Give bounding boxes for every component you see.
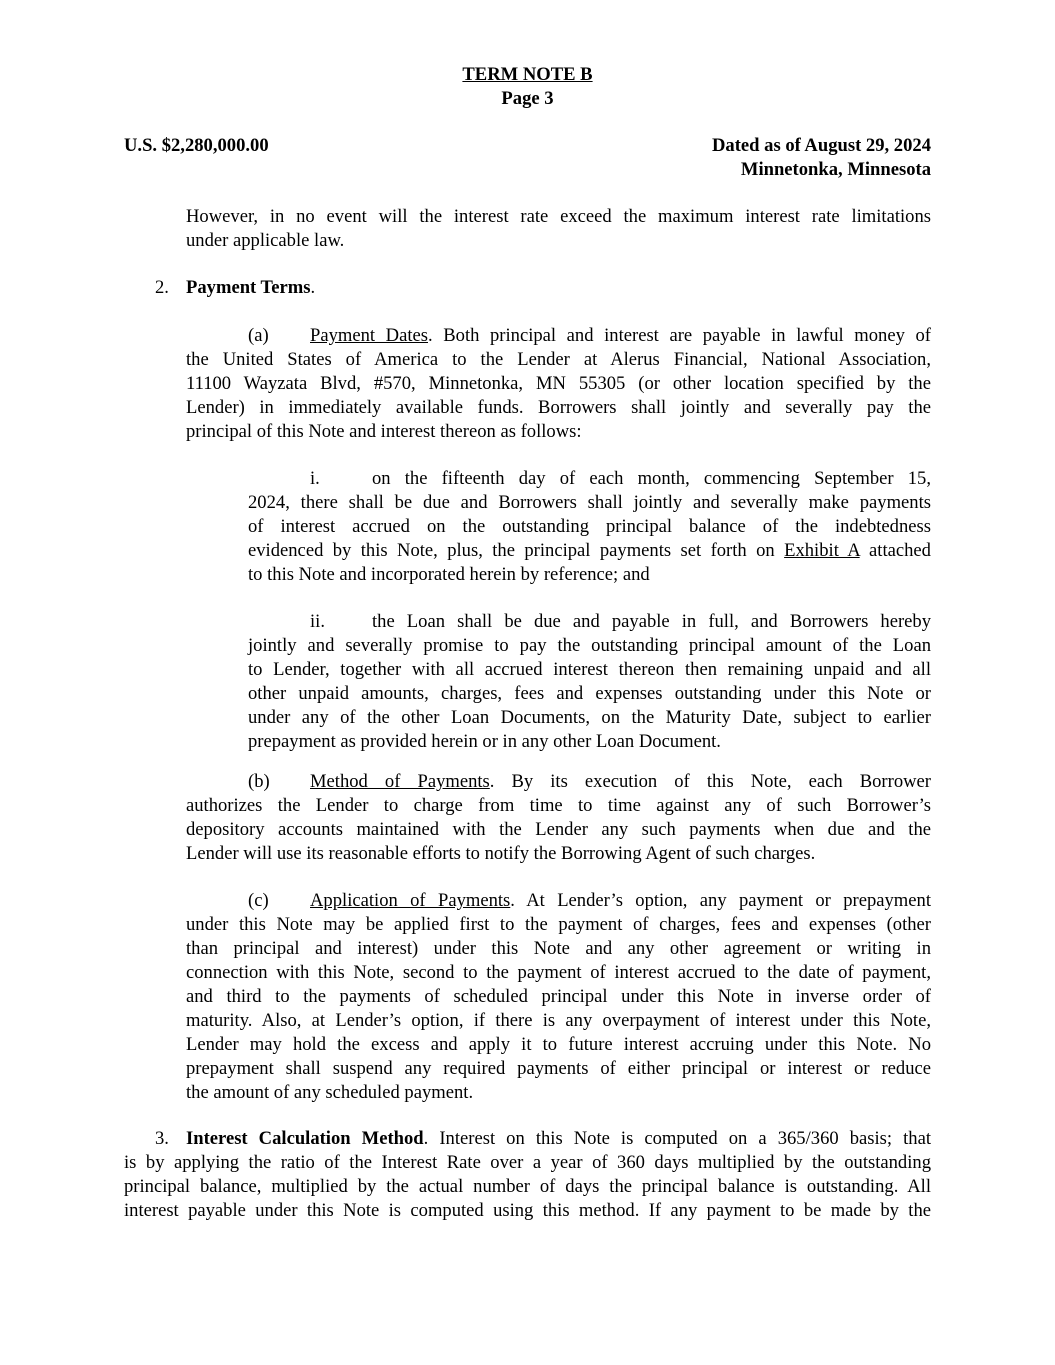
text-line [248,682,931,706]
text-line [186,937,931,961]
text-line [248,610,931,634]
underlined-heading: Application of Payments [310,890,511,911]
text-segment: the amount of any scheduled payment. [186,1082,474,1103]
text-line [186,420,931,444]
text-segment: on the fifteenth day of each month, commencing September 15, [372,468,931,489]
text-segment: Lender will use its reasonable efforts to notify the Borrowing Agent of such charges. [186,843,816,864]
text-segment: depository accounts maintained with the Lender any such payments when due and the [186,819,931,840]
text-segment: under applicable law. [186,230,345,251]
text-segment: principal of this Note and interest thereon as follows: [186,421,582,442]
text-segment: . [310,277,316,298]
text-segment: . At Lender’s option, any payment or prepayment [510,890,931,911]
bold-heading: Interest Calculation Method [186,1128,424,1149]
paragraph-label: i. [310,468,320,489]
bold-heading: Payment Terms [186,277,311,298]
text-segment: . By its execution of this Note, each Borrower [489,771,931,792]
text-line [248,634,931,658]
text-segment: jointly and severally promise to pay the outstanding principal amount of the Loan [248,635,931,656]
text-line [124,1199,931,1223]
text-line [124,1175,931,1199]
text-line [186,229,931,253]
paragraph-label: ii. [310,611,325,632]
text-line [248,706,931,730]
text-segment: the Loan shall be due and payable in full, and Borrowers hereby [372,611,931,632]
text-segment: to Lender, together with all accrued interest thereon then remaining unpaid and all [248,659,931,680]
text-line [248,658,931,682]
paragraph-label: (a) [248,325,269,346]
clause-a-payment-dates [186,324,931,444]
text-line [186,985,931,1009]
text-line [186,396,931,420]
underlined-heading: Method of Payments [310,771,490,792]
text-line [186,1033,931,1057]
text-line [186,961,931,985]
paragraph-label: 3. [155,1128,169,1149]
text-line [248,563,931,587]
text-segment: under this Note may be applied first to the payment of charges, fees and expenses (other [186,914,931,935]
text-line [186,348,931,372]
underlined-heading: Exhibit A [784,540,860,561]
text-line [186,372,931,396]
text-line [248,730,931,754]
text-segment: attached [859,540,931,561]
dated-line: Dated as of August 29, 2024 [711,135,931,156]
text-segment: principal balance, multiplied by the actual number of days the principal balance is outstanding. All [124,1176,931,1197]
text-segment: of interest accrued on the outstanding principal balance of the indebtedness [248,516,931,537]
text-line [186,842,931,866]
text-line [186,1009,931,1033]
note-amount: U.S. $2,280,000.00 [124,135,269,156]
text-line [186,205,931,229]
text-segment: connection with this Note, second to the payment of interest accrued to the date of payment, [186,962,931,983]
text-line [186,889,931,913]
text-line [186,770,931,794]
paragraph-label: 2. [155,277,169,298]
paragraph-label: (b) [248,771,270,792]
page-number: Page 3 [501,88,554,109]
location-line: Minnetonka, Minnesota [740,159,931,180]
text-segment: . Interest on this Note is computed on a 365/360 basis; that [423,1128,932,1149]
section-3-interest-calculation [124,1127,931,1223]
text-segment: to this Note and incorporated herein by reference; and [248,564,650,585]
text-line [186,1057,931,1081]
text-line [248,539,931,563]
text-line [186,1081,931,1105]
underlined-heading: Payment Dates [310,325,428,346]
text-segment: . Both principal and interest are payable in lawful money of [428,325,931,346]
text-segment: than principal and interest) under this Note and any other agreement or writing in [186,938,931,959]
text-segment: maturity. Also, at Lender’s option, if there is any overpayment of interest under this Note, [186,1010,931,1031]
text-segment: Lender) in immediately available funds. Borrowers shall jointly and severally pay the [186,397,931,418]
text-segment: interest payable under this Note is computed using this method. If any payment to be made by the [124,1200,931,1221]
text-line [248,491,931,515]
text-line [124,1127,931,1151]
text-segment: authorizes the Lender to charge from time to time against any of such Borrower’s [186,795,931,816]
text-segment: Lender may hold the excess and apply it to future interest accruing under this Note. No [186,1034,931,1055]
item-ii-maturity [248,610,931,754]
paragraph-interest-limit [186,205,931,253]
text-line [186,913,931,937]
text-segment: 11100 Wayzata Blvd, #570, Minnetonka, MN 55305 (or other location specified by the [186,373,931,394]
text-line [186,818,931,842]
text-segment: the United States of America to the Lender at Alerus Financial, National Association, [186,349,931,370]
item-i-monthly-payments [248,467,931,587]
text-segment: However, in no event will the interest rate exceed the maximum interest rate limitations [186,206,931,227]
text-segment: is by applying the ratio of the Interest Rate over a year of 360 days multiplied by the outstanding [124,1152,931,1173]
section-2-heading [124,276,931,300]
text-segment: and third to the payments of scheduled principal under this Note in inverse order of [186,986,931,1007]
text-segment: evidenced by this Note, plus, the principal payments set forth on [248,540,785,561]
clause-c-application-of-payments [186,889,931,1105]
paragraph-label: (c) [248,890,269,911]
text-line [186,794,931,818]
text-segment: 2024, there shall be due and Borrowers shall jointly and severally make payments [248,492,931,513]
text-segment: other unpaid amounts, charges, fees and expenses outstanding under this Note or [248,683,931,704]
text-line [124,276,931,300]
text-segment: prepayment as provided herein or in any other Loan Document. [248,731,721,752]
text-segment: prepayment shall suspend any required payments of either principal or interest or reduce [186,1058,931,1079]
text-line [248,467,931,491]
clause-b-method-of-payments [186,770,931,866]
text-line [186,324,931,348]
document-title: TERM NOTE B [462,64,593,85]
text-line [248,515,931,539]
text-line [124,1151,931,1175]
text-segment: under any of the other Loan Documents, on the Maturity Date, subject to earlier [248,707,931,728]
